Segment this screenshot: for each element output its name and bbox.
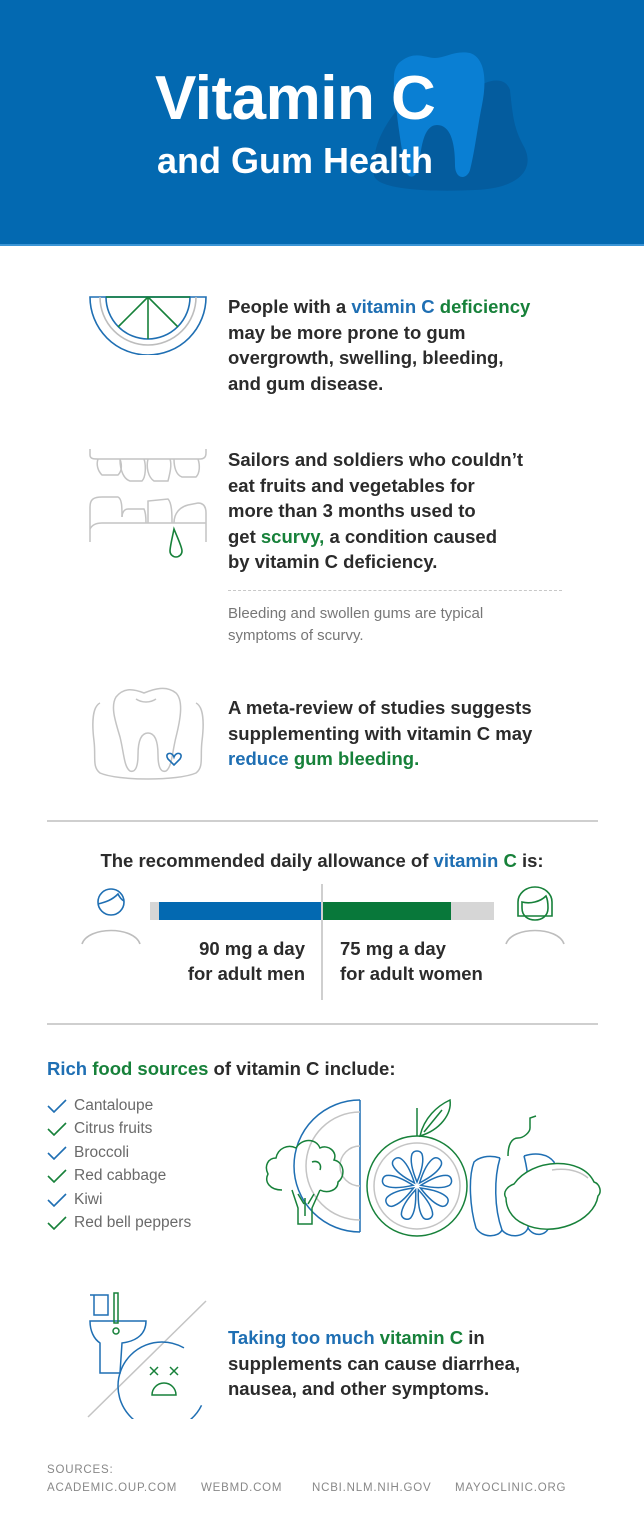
citrus-icon	[367, 1100, 467, 1236]
food-list	[47, 1094, 191, 1235]
citrus-slice-icon	[88, 295, 208, 355]
toilet-sick-face-icon	[86, 1291, 212, 1419]
fact-line: overgrowth, swelling, bleeding,	[228, 347, 504, 368]
note-line: symptoms of scurvy.	[228, 627, 364, 644]
cantaloupe-icon	[294, 1100, 360, 1232]
fact-line: by vitamin C deficiency.	[228, 551, 438, 572]
fact-line: eat fruits and vegetables for	[228, 474, 475, 496]
sources-label: SOURCES:	[47, 1464, 114, 1476]
fact-scurvy	[228, 447, 523, 575]
highlight-reduce: reduce	[228, 748, 289, 769]
rda-title-text: is:	[516, 850, 544, 871]
rda-bar-men	[159, 902, 322, 920]
dashed-divider	[228, 590, 562, 591]
list-item	[47, 1188, 191, 1212]
header-divider	[0, 244, 644, 246]
rda-bar-divider	[321, 884, 323, 1000]
check-icon	[47, 1122, 67, 1136]
food-item-label: Red bell peppers	[74, 1214, 192, 1232]
food-item-label: Cantaloupe	[74, 1096, 154, 1114]
food-item-label: Citrus fruits	[74, 1120, 153, 1138]
food-title-text: of vitamin C include:	[208, 1058, 396, 1079]
highlight-vitamin-c: vitamin C	[379, 1327, 464, 1348]
list-item	[47, 1212, 191, 1236]
fact-deficiency	[228, 294, 530, 396]
section-divider	[47, 1023, 598, 1025]
highlight-deficiency: deficiency	[439, 296, 531, 317]
warning-line: nausea, and other symptoms.	[228, 1378, 490, 1399]
source-link[interactable]: MAYOCLINIC.ORG	[455, 1482, 567, 1494]
highlight-c: C	[503, 850, 517, 871]
food-item-label: Red cabbage	[74, 1167, 167, 1185]
fact-text: a condition caused	[324, 525, 498, 547]
highlight-food-sources: food sources	[92, 1058, 209, 1079]
page-subtitle: and Gum Health	[157, 140, 434, 181]
warning-text	[228, 1325, 520, 1402]
rda-men-label	[188, 936, 305, 986]
check-icon	[47, 1169, 67, 1183]
list-item	[47, 1165, 191, 1189]
source-link[interactable]: ACADEMIC.OUP.COM	[47, 1482, 178, 1494]
note-line: Bleeding and swollen gums are typical	[228, 605, 484, 622]
rda-women-audience: for adult women	[340, 963, 483, 984]
fact-line: and gum disease.	[228, 372, 384, 394]
tooth-heart-icon	[88, 685, 208, 780]
check-icon	[47, 1216, 67, 1230]
fact-text: People with a	[228, 296, 352, 317]
rda-women-label	[340, 936, 483, 986]
fact-line: may be more prone to gum	[228, 321, 466, 343]
food-sources-title	[47, 1058, 395, 1080]
highlight-taking-too-much: Taking too much	[228, 1327, 375, 1348]
woman-avatar-icon	[504, 886, 566, 946]
fact-line: A meta-review of studies suggests	[228, 697, 532, 718]
rda-men-audience: for adult men	[187, 963, 305, 984]
rda-bar-women	[322, 902, 451, 920]
list-item	[47, 1094, 191, 1118]
warning-text-part: in	[463, 1327, 485, 1348]
fact-line: more than 3 months used to	[228, 500, 476, 521]
scurvy-note	[228, 603, 483, 647]
rda-title-text: The recommended daily allowance of	[100, 850, 434, 871]
highlight-vitamin-c: vitamin C	[351, 296, 435, 317]
section-divider	[47, 820, 598, 822]
highlight-scurvy: scurvy,	[260, 525, 325, 547]
source-link[interactable]: WEBMD.COM	[201, 1482, 283, 1494]
page-title: Vitamin C	[155, 64, 436, 133]
fact-meta-review	[228, 695, 532, 772]
fact-text: get	[228, 525, 261, 547]
check-icon	[47, 1099, 67, 1113]
fact-line: Sailors and soldiers who couldn’t	[228, 449, 524, 470]
man-avatar-icon	[80, 886, 142, 946]
food-item-label: Kiwi	[74, 1190, 103, 1208]
warning-line: supplements can cause diarrhea,	[228, 1352, 521, 1374]
highlight-gum-bleeding: gum bleeding.	[293, 748, 420, 769]
list-item	[47, 1141, 191, 1165]
food-item-label: Broccoli	[74, 1143, 130, 1161]
header-banner	[0, 0, 644, 246]
fact-line: supplementing with vitamin C may	[228, 722, 533, 744]
rda-men-amount: 90 mg a day	[199, 938, 305, 959]
highlight-vitamin: vitamin	[433, 850, 499, 871]
rda-women-amount: 75 mg a day	[340, 938, 446, 959]
list-item	[47, 1118, 191, 1142]
highlight-rich: Rich	[47, 1058, 88, 1079]
food-illustration	[262, 1098, 602, 1238]
rda-title	[0, 850, 644, 872]
check-icon	[47, 1146, 67, 1160]
lemon-icon	[505, 1163, 600, 1229]
source-link[interactable]: NCBI.NLM.NIH.GOV	[312, 1482, 432, 1494]
teeth-bleeding-icon	[88, 447, 208, 559]
check-icon	[47, 1193, 67, 1207]
